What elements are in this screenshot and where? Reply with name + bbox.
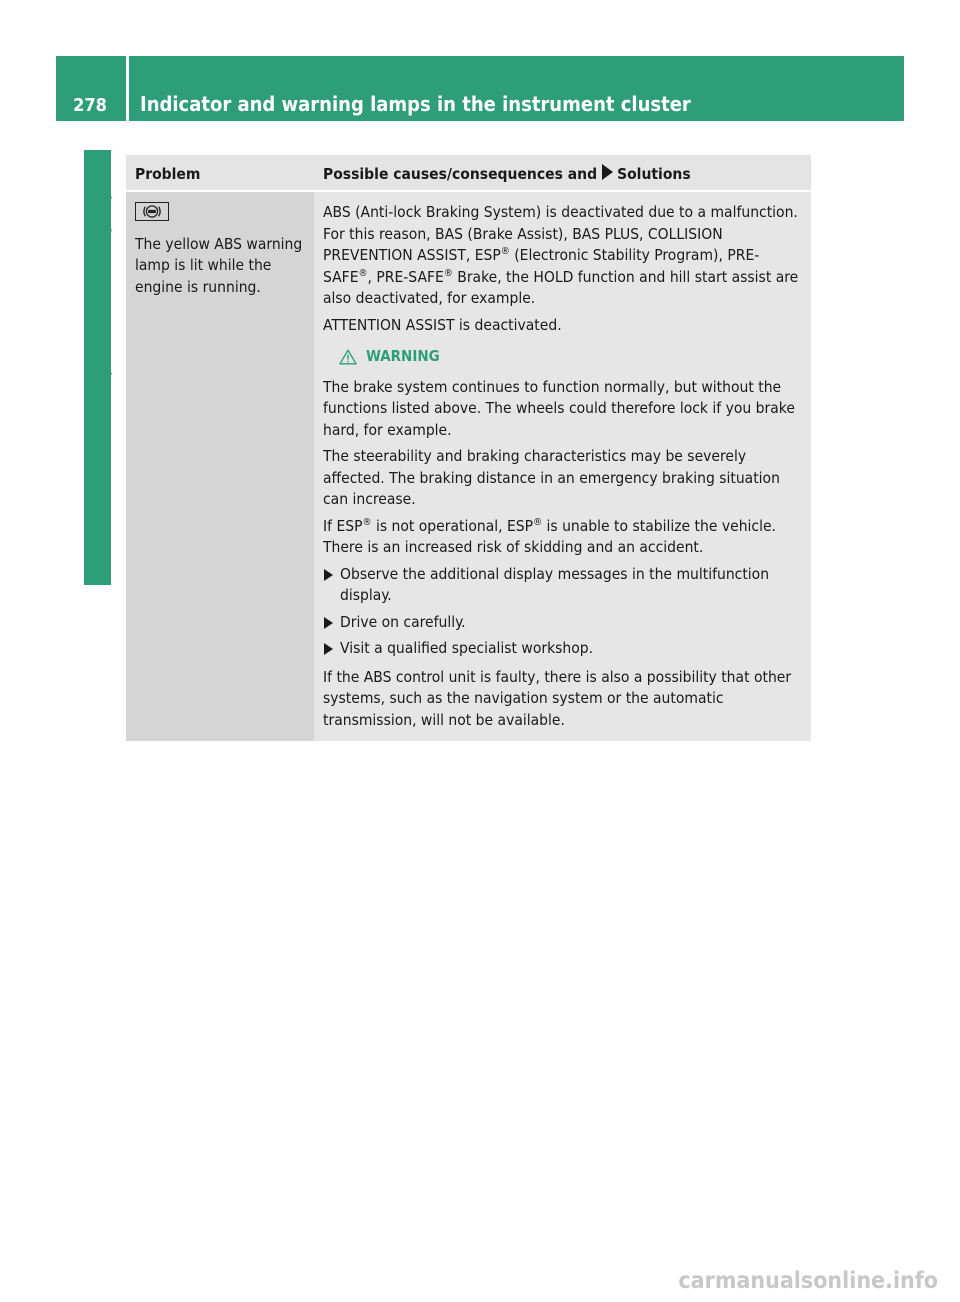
esp-text-2: is not operational, ESP [371, 516, 534, 535]
warning-triangle-icon [339, 349, 357, 365]
step-text: Visit a qualified specialist workshop. [340, 639, 594, 657]
warning-heading [339, 346, 805, 368]
registered-mark: ® [500, 246, 510, 257]
table-row [126, 191, 811, 741]
registered-mark: ® [358, 267, 368, 279]
step-arrow-icon [324, 569, 333, 581]
step-arrow-icon [324, 643, 333, 655]
registered-mark: ® [443, 267, 453, 279]
esp-text-3: is unable to stabilize the vehicle. There is an increased risk of skidding and an accident. [323, 516, 776, 556]
solution-cell [314, 191, 811, 741]
step-text: Observe the additional display messages in the multifunction display. [340, 564, 770, 604]
watermark: carmanualsonline.info [678, 1268, 938, 1294]
problem-cell [126, 191, 314, 741]
instruction-step [323, 612, 805, 634]
header-solutions-text: Possible causes/consequences and [323, 165, 598, 183]
table-header-row [126, 155, 811, 191]
header-divider [126, 56, 129, 121]
instruction-step [323, 638, 805, 660]
step-arrow-icon [324, 617, 333, 629]
warning-paragraph-2: The steerability and braking characteristics may be severely affected. The braking distance in an emergency braking situation can increase. [323, 447, 780, 508]
step-text: Drive on carefully. [340, 612, 466, 631]
cause-paragraph [323, 202, 805, 310]
header-solutions [314, 155, 811, 191]
esp-text-1: If ESP [323, 516, 363, 535]
warning-paragraph-1: The brake system continues to function normally, but without the functions listed above. The wheels could therefore lock if you brake hard, for example. [323, 377, 795, 439]
cause-text-1: ABS (Anti-lock Braking System) is deactivated due to a malfunction. For this reason, BAS (Brake Assist), BAS PLUS, COLLISION PREVENTION ASSIST, ESP [323, 203, 798, 264]
cause-text-4: Brake, the HOLD function and hill start assist are also deactivated, for example. [323, 267, 799, 307]
problem-description: The yellow ABS warning lamp is lit while the engine is running. [135, 234, 303, 296]
registered-mark: ® [533, 516, 543, 528]
arrow-right-icon [602, 164, 613, 180]
abs-warning-lamp-icon [135, 202, 169, 221]
section-label: On-board computer and displays [88, 177, 112, 528]
page-title: Indicator and warning lamps in the instrument cluster [140, 92, 691, 116]
warning-label: WARNING [366, 347, 440, 365]
page-header [56, 56, 904, 121]
header-solutions-label: Solutions [617, 165, 691, 183]
page-number: 278 [73, 95, 107, 116]
cause-text-2: (Electronic Stability Program), PRE-SAFE [323, 246, 760, 286]
header-problem: Problem [126, 155, 314, 191]
attention-assist-paragraph: ATTENTION ASSIST is deactivated. [323, 315, 562, 334]
control-unit-paragraph: If the ABS control unit is faulty, there is also a possibility that other systems, such as the navigation system or the automatic transmission, will not be available. [323, 667, 792, 729]
warning-paragraph-3 [323, 516, 805, 559]
indicator-table [126, 155, 811, 741]
instruction-step [323, 564, 805, 607]
cause-text-3: , PRE-SAFE [367, 267, 444, 286]
registered-mark: ® [362, 516, 372, 528]
